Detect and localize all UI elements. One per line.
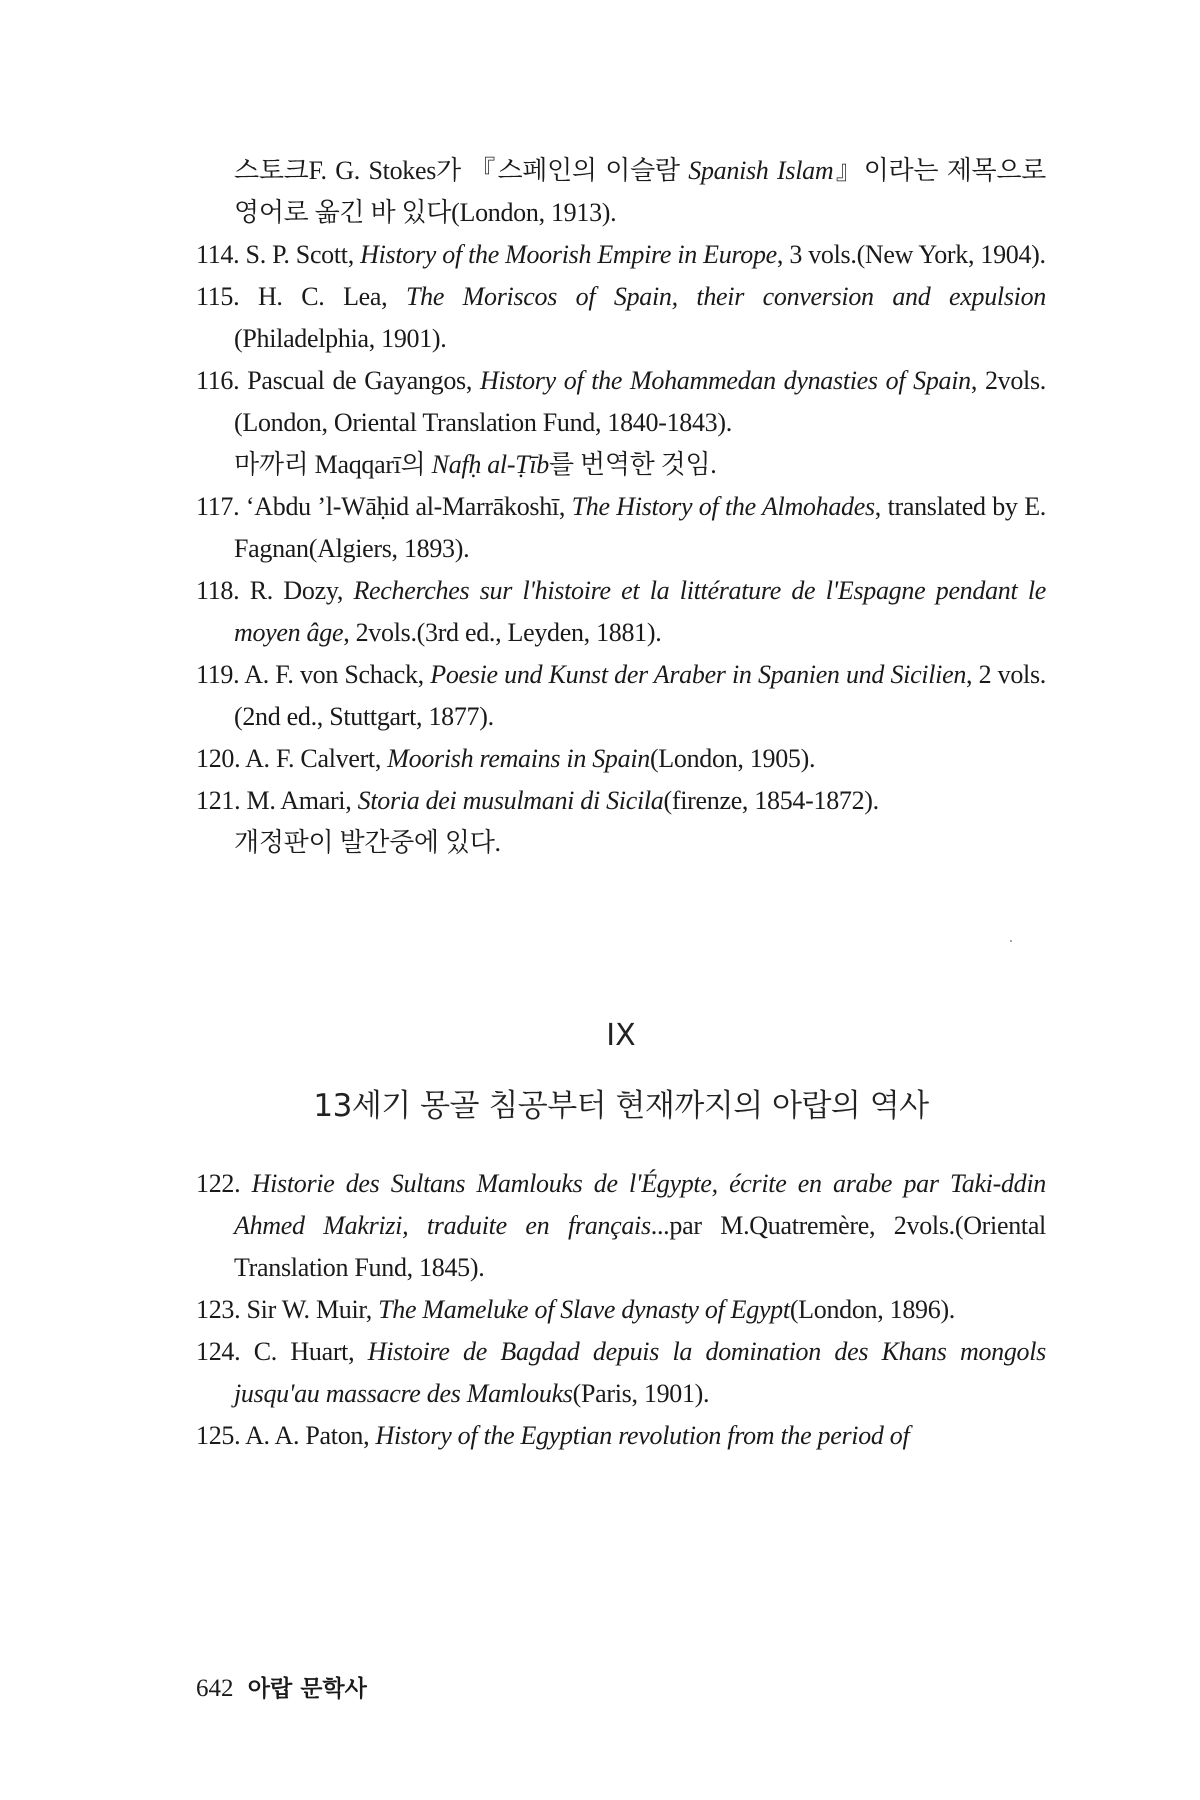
running-title: 아랍 문학사 bbox=[247, 1676, 367, 1702]
chapter-number: IX bbox=[606, 1018, 636, 1053]
citation-text: S. P. Scott, bbox=[245, 240, 361, 269]
citation-text: 』이라는 제목으로 영어로 옮긴 바 있다(London, 1913). bbox=[234, 156, 1046, 227]
citation-text: M. Amari, bbox=[246, 786, 358, 815]
bibliography-bottom bbox=[196, 1163, 1046, 1457]
page-footer bbox=[196, 1670, 367, 1703]
bibliography-entry bbox=[196, 360, 1046, 486]
citation-text: , translated by E. Fagnan(Algiers, 1893). bbox=[234, 492, 1046, 563]
citation-text: , 3 vols.(New York, 1904). bbox=[776, 240, 1046, 269]
translator-note bbox=[234, 444, 1046, 486]
chapter-title: 13세기 몽골 침공부터 현재까지의 아랍의 역사 bbox=[313, 1088, 929, 1124]
citation-text: (Philadelphia, 1901). bbox=[234, 324, 447, 353]
title-italic: The History of the Almohades bbox=[571, 492, 875, 521]
page-number: 642 bbox=[196, 1675, 234, 1702]
citation-text: (London, 1896). bbox=[789, 1295, 956, 1324]
citation-text: Pascual de Gayangos, bbox=[247, 366, 480, 395]
bibliography-entry bbox=[196, 276, 1046, 360]
entry-number: 120. bbox=[196, 744, 246, 773]
citation-text: (firenze, 1854-1872). bbox=[663, 786, 879, 815]
title-italic: Storia dei musulmani di Sicila bbox=[357, 786, 664, 815]
bibliography-top bbox=[196, 150, 1046, 864]
citation-text: C. Huart, bbox=[253, 1337, 368, 1366]
title-italic: History of the Egyptian revolution from the period of bbox=[375, 1421, 910, 1450]
citation-text: A. A. Paton, bbox=[245, 1421, 376, 1450]
citation-text: , 2vols.(London, Oriental Translation Fund, 1840-1843). bbox=[234, 366, 1046, 437]
entry-number: 122. bbox=[196, 1169, 252, 1198]
entry-number: 125. bbox=[196, 1421, 246, 1450]
bibliography-entry bbox=[196, 780, 1046, 864]
translator-note bbox=[234, 822, 1046, 864]
citation-text: 를 번역한 것임. bbox=[549, 450, 717, 479]
entry-number: 117. bbox=[196, 492, 246, 521]
bibliography-entry bbox=[196, 234, 1046, 276]
entry-number: 121. bbox=[196, 786, 247, 815]
citation-text: Sir W. Muir, bbox=[246, 1295, 379, 1324]
bibliography-entry bbox=[196, 654, 1046, 738]
entry-number: 116. bbox=[196, 366, 248, 395]
citation-text: 개정판이 발간중에 있다. bbox=[234, 828, 501, 857]
bibliography-entry bbox=[196, 738, 1046, 780]
title-italic: Histoire de Bagdad depuis la domination des Khans mongols jusqu'au massacre des Mamlouks bbox=[234, 1337, 1046, 1408]
title-italic: Poesie und Kunst der Araber in Spanien und Sicilien bbox=[430, 660, 967, 689]
citation-text: , 2 vols.(2nd ed., Stuttgart, 1877). bbox=[234, 660, 1046, 731]
citation-text: ...par M.Quatremère, 2vols.(Oriental Translation Fund, 1845). bbox=[234, 1211, 1046, 1282]
entry-number: 119. bbox=[196, 660, 245, 689]
title-italic: History of the Moorish Empire in Europe bbox=[360, 240, 777, 269]
entry-number: 123. bbox=[196, 1295, 247, 1324]
citation-text: A. F. Calvert, bbox=[245, 744, 388, 773]
bibliography-entry bbox=[196, 1415, 1046, 1457]
entry-number: 115. bbox=[196, 282, 258, 311]
bibliography-entry bbox=[196, 570, 1046, 654]
bibliography-entry bbox=[196, 1163, 1046, 1289]
entry-number: 114. bbox=[196, 240, 246, 269]
citation-text: (London, 1905). bbox=[649, 744, 816, 773]
citation-text: , 2vols.(3rd ed., Leyden, 1881). bbox=[343, 618, 662, 647]
bibliography-entry bbox=[196, 150, 1046, 234]
bibliography-entry bbox=[196, 486, 1046, 570]
title-italic: Spanish Islam bbox=[688, 156, 834, 185]
bibliography-entry bbox=[196, 1289, 1046, 1331]
title-italic: Nafḥ al-Ṭīb bbox=[431, 450, 549, 479]
scan-speck bbox=[1010, 940, 1012, 942]
citation-text: H. C. Lea, bbox=[257, 282, 406, 311]
citation-text: 스토크F. G. Stokes가 『스페인의 이슬람 bbox=[234, 156, 689, 185]
title-italic: The Mameluke of Slave dynasty of Egypt bbox=[378, 1295, 790, 1324]
title-italic: The Moriscos of Spain, their conversion and expulsion bbox=[405, 282, 1046, 311]
entry-number: 118. bbox=[196, 576, 250, 605]
citation-text: 마까리 Maqqarī의 bbox=[234, 450, 432, 479]
citation-text: (Paris, 1901). bbox=[572, 1379, 710, 1408]
title-italic: Recherches sur l'histoire et la littérature de l'Espagne pendant le moyen âge bbox=[234, 576, 1046, 647]
entry-number: 124. bbox=[196, 1337, 254, 1366]
citation-text: R. Dozy, bbox=[249, 576, 354, 605]
title-italic: Moorish remains in Spain bbox=[387, 744, 650, 773]
title-italic: Historie des Sultans Mamlouks de l'Égypte, écrite en arabe par Taki-ddin Ahmed Makrizi, traduite en français bbox=[234, 1169, 1046, 1240]
citation-text: ‘Abdu ’l-Wāḥid al-Marrākoshī, bbox=[245, 492, 572, 521]
citation-text: A. F. von Schack, bbox=[244, 660, 431, 689]
title-italic: History of the Mohammedan dynasties of Spain bbox=[479, 366, 971, 395]
bibliography-entry bbox=[196, 1331, 1046, 1415]
